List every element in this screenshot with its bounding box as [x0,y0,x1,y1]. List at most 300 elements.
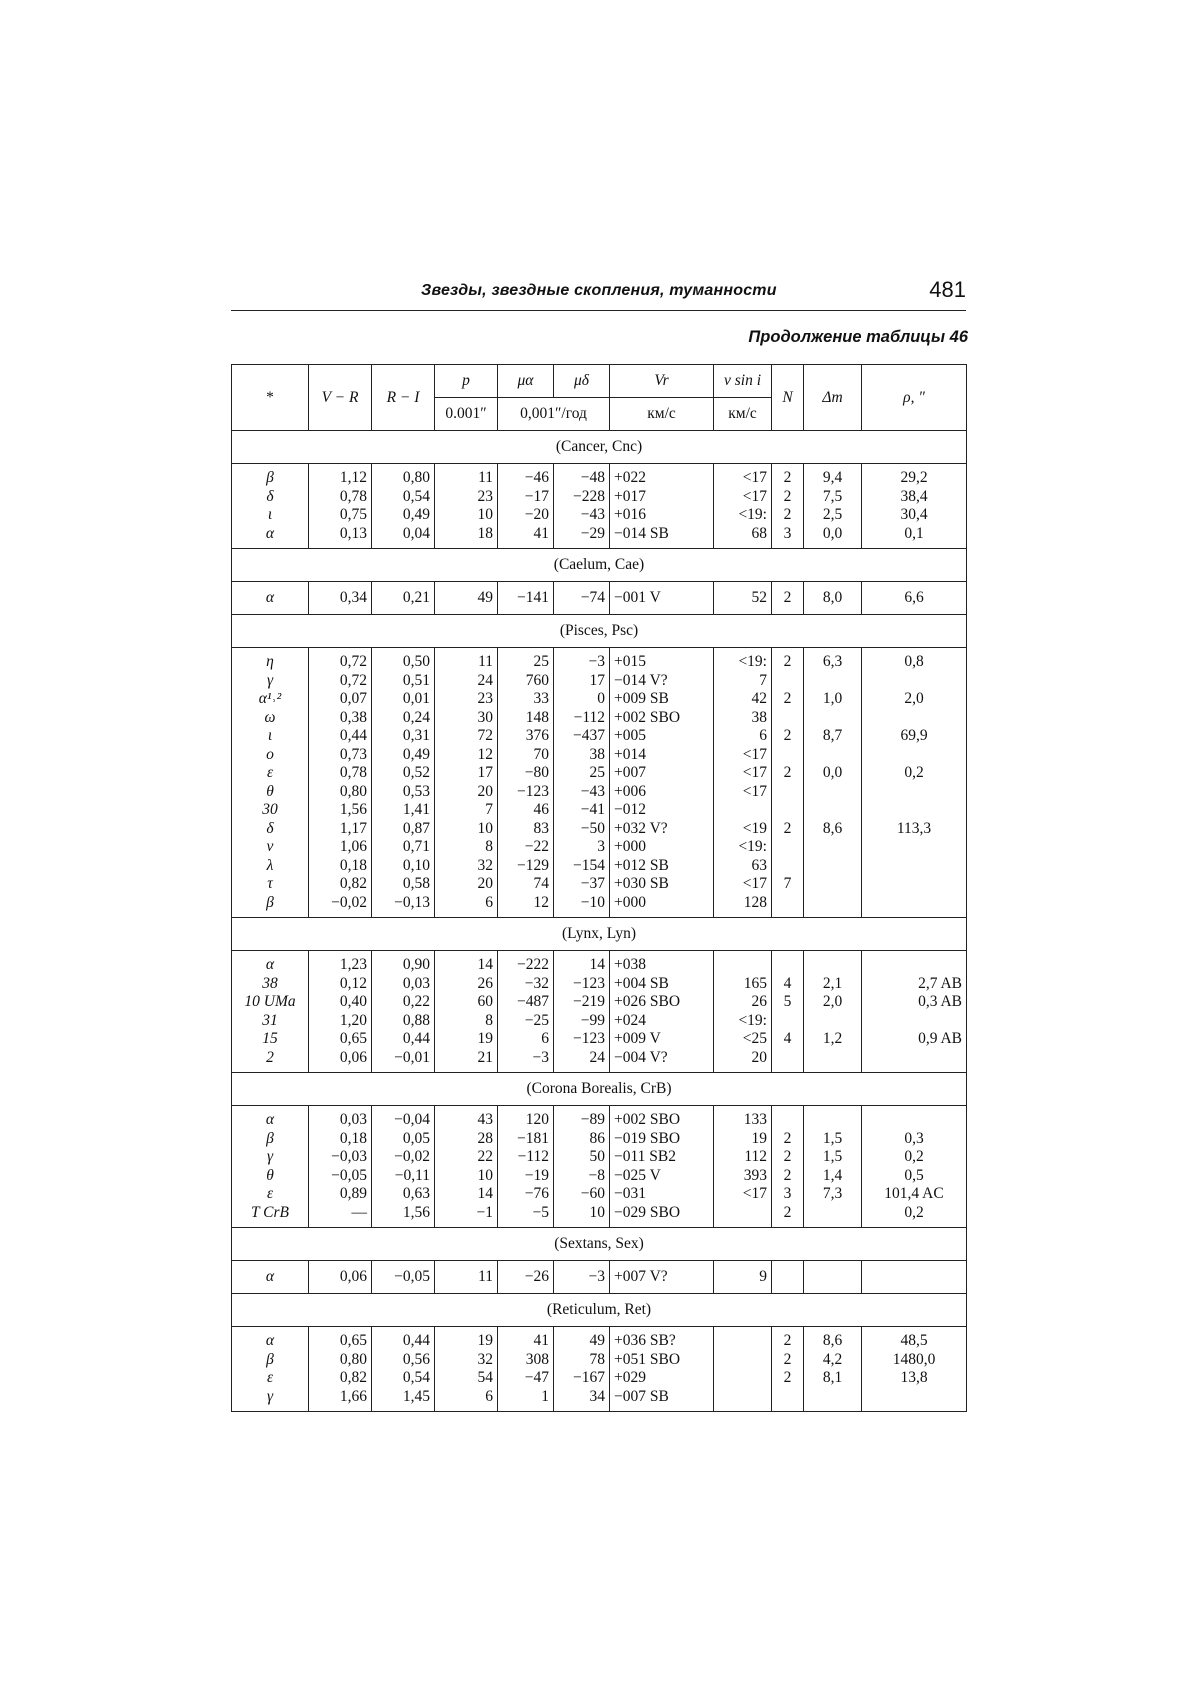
cell-n: 2 [772,469,804,488]
cell-radial-velocity: +014 [610,746,714,765]
cell-n: 2 [772,690,804,709]
stars-table [231,364,967,1412]
cell-star: β [266,469,274,486]
cell-rho: 0,9 AB [862,1030,967,1049]
cell-v-sin-i: <17 [714,469,772,488]
cell-parallax: 21 [435,1049,498,1068]
cell-r-i: 0,50 [372,653,435,672]
cell-star: ω [264,708,276,726]
cell-r-i: 0,53 [372,783,435,802]
cell-delta-m [804,801,862,820]
cell-r-i: 0,49 [372,746,435,765]
cell-mu-alpha: −3 [498,1049,554,1068]
cell-delta-m: 0,0 [804,764,862,783]
cell-v-r: 1,20 [309,1012,372,1031]
cell-star: γ [266,1387,274,1405]
page-number: 481 [929,277,966,302]
cell-rho [862,1111,967,1130]
cell-v-sin-i: 63 [714,857,772,876]
group-title-row [232,431,967,464]
cell-delta-m [804,1012,862,1031]
cell-v-r: 0,73 [309,746,372,765]
cell-mu-alpha: −5 [498,1204,554,1223]
cell-mu-alpha: −32 [498,975,554,994]
cell-star: δ [266,819,274,837]
col-n: N [772,365,804,431]
cell-rho [862,801,967,820]
cell-v-sin-i: 42 [714,690,772,709]
cell-delta-m: 8,6 [804,1332,862,1351]
table-row [232,820,967,839]
cell-v-sin-i: <19: [714,506,772,525]
cell-r-i: 0,88 [372,1012,435,1031]
cell-mu-alpha: −47 [498,1369,554,1388]
cell-radial-velocity: −031 [610,1185,714,1204]
cell-v-r: 0,03 [309,1111,372,1130]
cell-delta-m [804,1111,862,1130]
table-row [232,746,967,765]
constellation-title: (Lynx, Lyn) [232,918,967,951]
cell-parallax: 30 [435,709,498,728]
cell-v-r: 0,80 [309,1351,372,1370]
cell-delta-m [804,838,862,857]
cell-parallax: −1 [435,1204,498,1223]
cell-mu-alpha: −141 [498,582,554,615]
cell-mu-alpha: 25 [498,653,554,672]
cell-mu-alpha: 308 [498,1351,554,1370]
cell-mu-delta: −219 [554,993,610,1012]
cell-star: α¹˒² [258,690,282,707]
cell-n: 4 [772,975,804,994]
cell-rho: 29,2 [862,469,967,488]
cell-v-r: 0,78 [309,764,372,783]
cell-radial-velocity: −007 SB [610,1388,714,1407]
cell-mu-delta: −437 [554,727,610,746]
table-body [232,431,967,1412]
cell-n: 2 [772,1351,804,1370]
cell-mu-delta: −3 [554,653,610,672]
cell-star: λ [266,856,274,874]
cell-star: α [265,524,275,542]
cell-mu-delta: −123 [554,975,610,994]
cell-n: 4 [772,1030,804,1049]
cell-radial-velocity: +002 SBO [610,1111,714,1130]
cell-mu-alpha: 12 [498,894,554,913]
constellation-title: (Caelum, Cae) [232,549,967,582]
cell-delta-m: 2,1 [804,975,862,994]
cell-radial-velocity: +015 [610,653,714,672]
cell-r-i: 0,58 [372,875,435,894]
cell-n [772,1111,804,1130]
cell-n: 2 [772,653,804,672]
cell-radial-velocity: +000 [610,894,714,913]
cell-mu-alpha: 6 [498,1030,554,1049]
cell-radial-velocity: +006 [610,783,714,802]
cell-v-r: 1,06 [309,838,372,857]
cell-r-i: 0,90 [372,956,435,975]
cell-rho: 2,0 [862,690,967,709]
cell-rho [862,783,967,802]
cell-mu-delta: −43 [554,506,610,525]
cell-delta-m [804,1204,862,1223]
cell-parallax: 10 [435,506,498,525]
cell-v-r: 0,78 [309,488,372,507]
table-row [232,875,967,894]
cell-r-i: 0,05 [372,1130,435,1149]
cell-delta-m: 6,3 [804,653,862,672]
cell-star: τ [267,875,273,892]
table-row [232,672,967,691]
cell-radial-velocity: −029 SBO [610,1204,714,1223]
cell-n [772,746,804,765]
cell-star: 15 [262,1030,278,1047]
cell-v-r: 0,80 [309,783,372,802]
cell-radial-velocity: +004 SB [610,975,714,994]
col-v-r: V − R [309,365,372,431]
cell-rho: 2,7 AB [862,975,967,994]
cell-mu-alpha: −17 [498,488,554,507]
cell-r-i: 0,54 [372,488,435,507]
cell-radial-velocity: +012 SB [610,857,714,876]
cell-mu-delta: −60 [554,1185,610,1204]
cell-parallax: 32 [435,857,498,876]
cell-parallax: 8 [435,1012,498,1031]
table-row [232,801,967,820]
cell-v-r: 0,13 [309,525,372,544]
cell-v-r: — [309,1204,372,1223]
cell-radial-velocity: +036 SB? [610,1332,714,1351]
cell-rho: 0,5 [862,1167,967,1186]
cell-parallax: 20 [435,783,498,802]
cell-v-r: 0,40 [309,993,372,1012]
cell-radial-velocity: +007 V? [610,1261,714,1294]
cell-parallax: 17 [435,764,498,783]
cell-r-i: 1,41 [372,801,435,820]
cell-mu-delta: 78 [554,1351,610,1370]
cell-star: ε [266,1369,274,1386]
table-row [232,1148,967,1167]
cell-mu-alpha: 41 [498,1332,554,1351]
cell-radial-velocity: +030 SB [610,875,714,894]
table-row [232,1111,967,1130]
table-row [232,956,967,975]
cell-v-sin-i: <19: [714,653,772,672]
cell-radial-velocity: −011 SB2 [610,1148,714,1167]
cell-mu-delta: −74 [554,582,610,615]
cell-delta-m [804,894,862,913]
cell-radial-velocity: +009 V [610,1030,714,1049]
cell-rho: 6,6 [862,582,967,615]
cell-parallax: 24 [435,672,498,691]
cell-n [772,783,804,802]
cell-v-r: 0,12 [309,975,372,994]
cell-r-i: 0,04 [372,525,435,544]
table-row [232,975,967,994]
cell-delta-m: 8,6 [804,820,862,839]
cell-mu-alpha: 120 [498,1111,554,1130]
cell-rho: 0,3 [862,1130,967,1149]
cell-delta-m [804,746,862,765]
cell-rho [862,1261,967,1294]
cell-mu-alpha: −112 [498,1148,554,1167]
cell-r-i: 0,10 [372,857,435,876]
cell-v-r: 0,89 [309,1185,372,1204]
cell-parallax: 28 [435,1130,498,1149]
cell-n: 5 [772,993,804,1012]
cell-v-sin-i: 7 [714,672,772,691]
spacer-cell [372,1406,435,1412]
cell-v-sin-i: 6 [714,727,772,746]
cell-v-r: 0,06 [309,1049,372,1068]
cell-mu-delta: 34 [554,1388,610,1407]
cell-parallax: 6 [435,894,498,913]
cell-mu-delta: −37 [554,875,610,894]
cell-mu-alpha: 148 [498,709,554,728]
cell-mu-delta: 0 [554,690,610,709]
cell-mu-delta: 14 [554,956,610,975]
cell-v-sin-i [714,1369,772,1388]
constellation-title: (Cancer, Cnc) [232,431,967,464]
cell-delta-m [804,709,862,728]
cell-rho [862,875,967,894]
cell-delta-m: 1,0 [804,690,862,709]
cell-v-r: 0,38 [309,709,372,728]
constellation-title: (Reticulum, Ret) [232,1294,967,1327]
unit-proper-motion: 0,001″/год [498,398,610,431]
cell-rho: 101,4 AC [862,1185,967,1204]
cell-star: ε [266,1185,274,1202]
cell-n [772,1261,804,1294]
cell-delta-m [804,783,862,802]
cell-mu-alpha: 41 [498,525,554,544]
cell-v-r: 0,06 [309,1261,372,1294]
cell-v-r: 1,12 [309,469,372,488]
group-title-row [232,549,967,582]
cell-mu-delta: −8 [554,1167,610,1186]
cell-v-r: 0,72 [309,672,372,691]
cell-delta-m: 7,3 [804,1185,862,1204]
cell-delta-m: 1,5 [804,1148,862,1167]
cell-parallax: 72 [435,727,498,746]
cell-v-sin-i: <17 [714,746,772,765]
cell-mu-delta: −228 [554,488,610,507]
cell-r-i: 0,21 [372,582,435,615]
cell-mu-delta: 25 [554,764,610,783]
cell-v-r: 1,23 [309,956,372,975]
table-row [232,1332,967,1351]
cell-mu-delta: −167 [554,1369,610,1388]
cell-delta-m: 1,5 [804,1130,862,1149]
col-rho: ρ, ″ [862,365,967,431]
cell-r-i: 0,01 [372,690,435,709]
cell-mu-alpha: −222 [498,956,554,975]
group-title-row [232,918,967,951]
spacer-cell [804,1406,862,1412]
cell-star: γ [266,671,274,689]
cell-delta-m: 2,5 [804,506,862,525]
cell-n [772,709,804,728]
cell-v-r: −0,02 [309,894,372,913]
cell-parallax: 8 [435,838,498,857]
cell-star: η [266,653,274,670]
cell-v-sin-i: <17 [714,1185,772,1204]
cell-mu-alpha: −46 [498,469,554,488]
cell-v-r: 0,65 [309,1332,372,1351]
cell-v-sin-i [714,1204,772,1223]
cell-mu-alpha: −129 [498,857,554,876]
group-title-row [232,1073,967,1106]
cell-v-r: 1,56 [309,801,372,820]
cell-rho: 0,1 [862,525,967,544]
cell-parallax: 19 [435,1332,498,1351]
cell-delta-m: 8,7 [804,727,862,746]
table-row [232,582,967,615]
table-row [232,1388,967,1407]
cell-parallax: 22 [435,1148,498,1167]
cell-star: α [265,956,275,973]
cell-delta-m: 1,4 [804,1167,862,1186]
cell-delta-m [804,956,862,975]
spacer-cell [554,1406,610,1412]
cell-v-sin-i: <19 [714,820,772,839]
cell-star: 30 [262,801,278,818]
cell-radial-velocity: −019 SBO [610,1130,714,1149]
cell-star: ε [266,764,274,781]
cell-delta-m [804,857,862,876]
cell-parallax: 54 [435,1369,498,1388]
cell-rho [862,894,967,913]
cell-radial-velocity: −004 V? [610,1049,714,1068]
cell-star: β [266,1350,274,1368]
cell-rho: 0,2 [862,764,967,783]
cell-r-i: −0,05 [372,1261,435,1294]
cell-n [772,1012,804,1031]
cell-rho [862,1388,967,1407]
cell-parallax: 23 [435,690,498,709]
cell-n [772,801,804,820]
cell-mu-alpha: −76 [498,1185,554,1204]
col-mu-alpha: μα [498,365,554,398]
cell-v-sin-i: 133 [714,1111,772,1130]
cell-rho: 48,5 [862,1332,967,1351]
table-row [232,525,967,544]
cell-delta-m: 0,0 [804,525,862,544]
cell-r-i: −0,01 [372,1049,435,1068]
cell-star: α [265,588,275,606]
spacer-cell [435,1406,498,1412]
cell-v-sin-i: 112 [714,1148,772,1167]
table-row [232,1030,967,1049]
cell-rho [862,857,967,876]
spacer-cell [772,1406,804,1412]
cell-n: 2 [772,1130,804,1149]
unit-parallax: 0.001″ [435,398,498,431]
cell-v-sin-i: <17 [714,488,772,507]
group-title-row [232,1294,967,1327]
cell-mu-delta: 24 [554,1049,610,1068]
cell-v-sin-i: <17 [714,764,772,783]
cell-mu-alpha: −19 [498,1167,554,1186]
cell-radial-velocity: −001 V [610,582,714,615]
col-parallax: p [435,365,498,398]
cell-r-i: 0,44 [372,1332,435,1351]
cell-delta-m: 9,4 [804,469,862,488]
cell-radial-velocity: −025 V [610,1167,714,1186]
cell-r-i: −0,02 [372,1148,435,1167]
cell-v-r: 0,18 [309,1130,372,1149]
cell-n: 2 [772,1332,804,1351]
cell-r-i: −0,13 [372,894,435,913]
constellation-title: (Corona Borealis, CrB) [232,1073,967,1106]
cell-star: γ [266,1148,274,1165]
table-row [232,1351,967,1370]
cell-v-sin-i: 165 [714,975,772,994]
cell-r-i: 0,49 [372,506,435,525]
cell-r-i: 0,80 [372,469,435,488]
cell-mu-delta: 50 [554,1148,610,1167]
cell-v-r: 0,65 [309,1030,372,1049]
cell-v-r: 0,44 [309,727,372,746]
cell-r-i: 0,54 [372,1369,435,1388]
cell-parallax: 19 [435,1030,498,1049]
cell-rho: 0,3 AB [862,993,967,1012]
cell-rho [862,838,967,857]
cell-parallax: 14 [435,1185,498,1204]
cell-r-i: 0,24 [372,709,435,728]
cell-mu-alpha: 70 [498,746,554,765]
cell-v-sin-i: <17 [714,875,772,894]
cell-r-i: 0,44 [372,1030,435,1049]
cell-star: ν [266,838,274,855]
table-row [232,653,967,672]
cell-parallax: 49 [435,582,498,615]
cell-radial-velocity: +026 SBO [610,993,714,1012]
cell-v-sin-i: 19 [714,1130,772,1149]
cell-v-r: 0,34 [309,582,372,615]
cell-rho: 1480,0 [862,1351,967,1370]
cell-mu-alpha: 83 [498,820,554,839]
cell-mu-delta: −41 [554,801,610,820]
cell-star: θ [266,782,274,800]
cell-mu-delta: −123 [554,1030,610,1049]
cell-star: ι [267,506,273,523]
cell-mu-delta: −154 [554,857,610,876]
constellation-title: (Sextans, Sex) [232,1228,967,1261]
cell-radial-velocity: +002 SBO [610,709,714,728]
cell-star: α [265,1111,275,1128]
cell-radial-velocity: +029 [610,1369,714,1388]
cell-v-r: 0,82 [309,1369,372,1388]
cell-star: ι [267,727,273,744]
cell-v-sin-i: <25 [714,1030,772,1049]
cell-v-sin-i: <17 [714,783,772,802]
cell-star: T CrB [250,1203,290,1221]
cell-parallax: 43 [435,1111,498,1130]
col-r-i: R − I [372,365,435,431]
cell-delta-m [804,1261,862,1294]
cell-mu-delta: −10 [554,894,610,913]
table-caption: Продолжение таблицы 46 [748,328,968,346]
unit-radial-velocity: км/с [610,398,714,431]
cell-mu-delta: −112 [554,709,610,728]
cell-rho: 0,2 [862,1148,967,1167]
cell-r-i: 0,31 [372,727,435,746]
col-mu-delta: μδ [554,365,610,398]
cell-rho [862,672,967,691]
cell-mu-alpha: −22 [498,838,554,857]
cell-mu-delta: −3 [554,1261,610,1294]
cell-v-r: −0,03 [309,1148,372,1167]
